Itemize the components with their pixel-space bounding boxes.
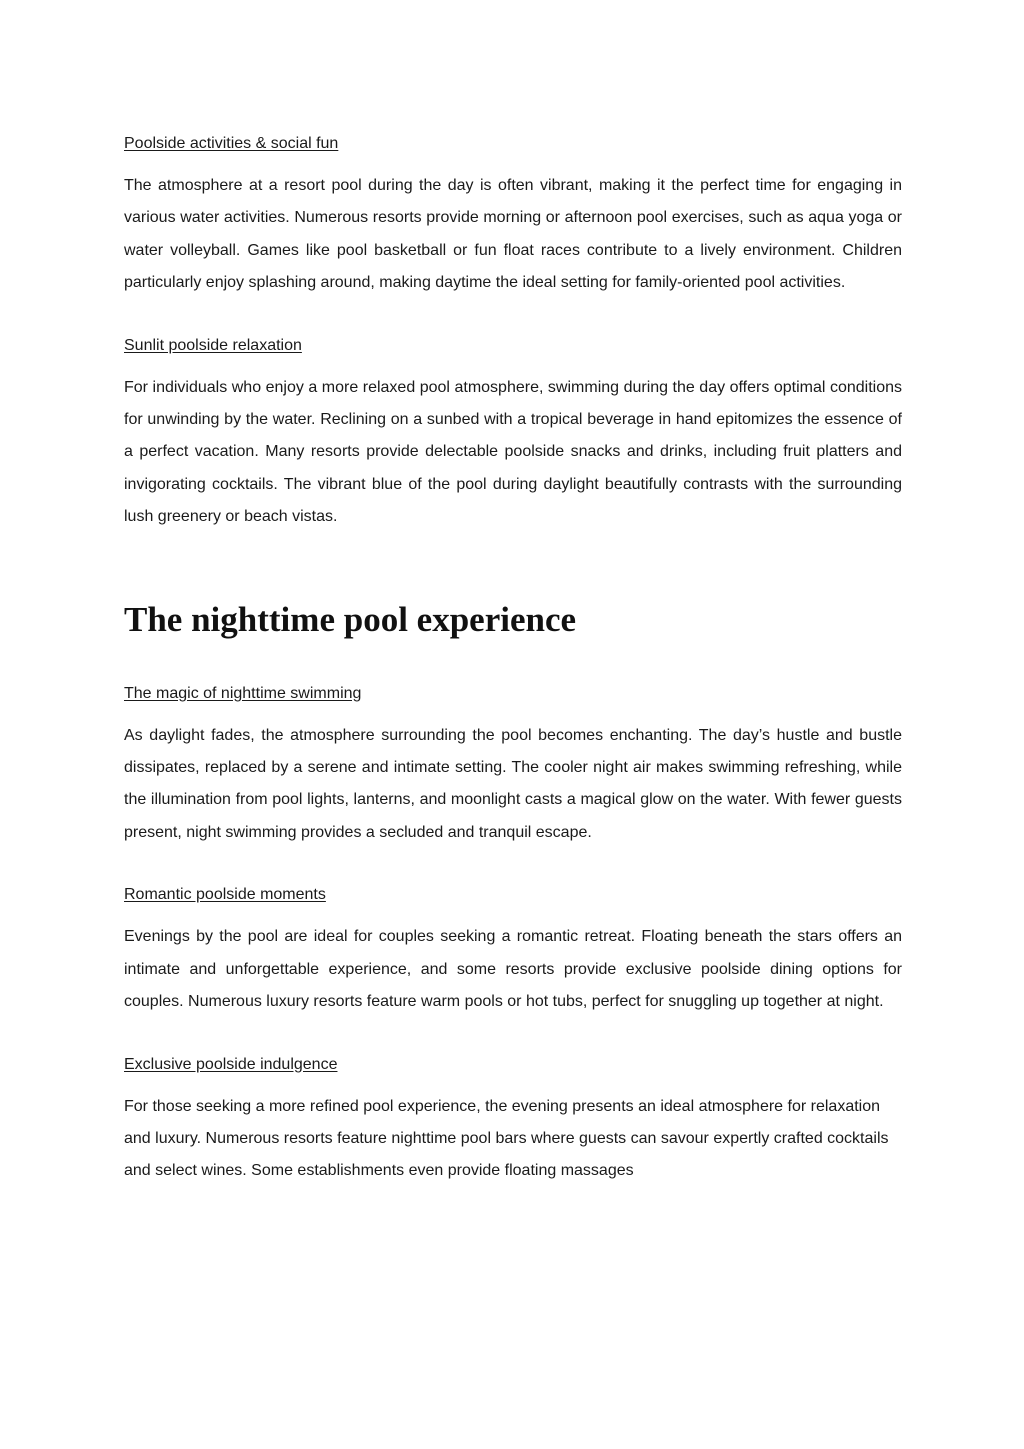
section-exclusive-indulgence — [124, 1049, 902, 1188]
section-romantic-moments — [124, 879, 902, 1018]
section-sunlit-relaxation — [124, 330, 902, 534]
section-heading: Romantic poolside moments — [124, 886, 326, 904]
document-page — [124, 128, 902, 1218]
section-paragraph: For individuals who enjoy a more relaxed pool atmosphere, swimming during the day offers optimal conditions for unwinding by the water. Reclining on a sunbed with a tropical beverage in hand epitomizes the essence of a perfect vacation. Many resorts provide delectable poolside snacks and drinks, including fruit platters and invigorating cocktails. The vibrant blue of the pool during daylight beautifully contrasts with the surrounding lush greenery or beach vistas. — [124, 378, 902, 526]
section-poolside-activities — [124, 128, 902, 300]
section-paragraph: Evenings by the pool are ideal for couples seeking a romantic retreat. Floating beneath the stars offers an intimate and unforgettable experience, and some resorts provide exclusive poolside dining options for couples. Numerous luxury resorts feature warm pools or hot tubs, perfect for snuggling up together at night. — [124, 928, 902, 1011]
section-nighttime-swimming — [124, 678, 902, 850]
section-heading: Poolside activities & social fun — [124, 135, 339, 152]
section-paragraph: For those seeking a more refined pool experience, the evening presents an ideal atmosphere for relaxation and luxury. Numerous resorts feature nighttime pool bars where guests can savour expertly crafted cocktails and select wines. Some establishments even provide floating massages — [124, 1097, 889, 1180]
section-heading: The magic of nighttime swimming — [124, 684, 362, 702]
section-heading: Exclusive poolside indulgence — [124, 1055, 338, 1073]
section-heading: Sunlit poolside relaxation — [124, 336, 302, 354]
main-heading: The nighttime pool experience — [124, 599, 577, 639]
section-paragraph: The atmosphere at a resort pool during the day is often vibrant, making it the perfect time for engaging in various water activities. Numerous resorts provide morning or afternoon pool exercises, such as aqua yoga or water volleyball. Games like pool basketball or fun float races contribute to a lively environment. Children particularly enjoy splashing around, making daytime the ideal setting for family-oriented pool activities. — [124, 177, 902, 292]
section-paragraph: As daylight fades, the atmosphere surrounding the pool becomes enchanting. The day’s hustle and bustle dissipates, replaced by a serene and intimate setting. The cooler night air makes swimming refreshing, while the illumination from pool lights, lanterns, and moonlight casts a magical glow on the water. With fewer guests present, night swimming provides a secluded and tranquil escape. — [124, 726, 902, 841]
